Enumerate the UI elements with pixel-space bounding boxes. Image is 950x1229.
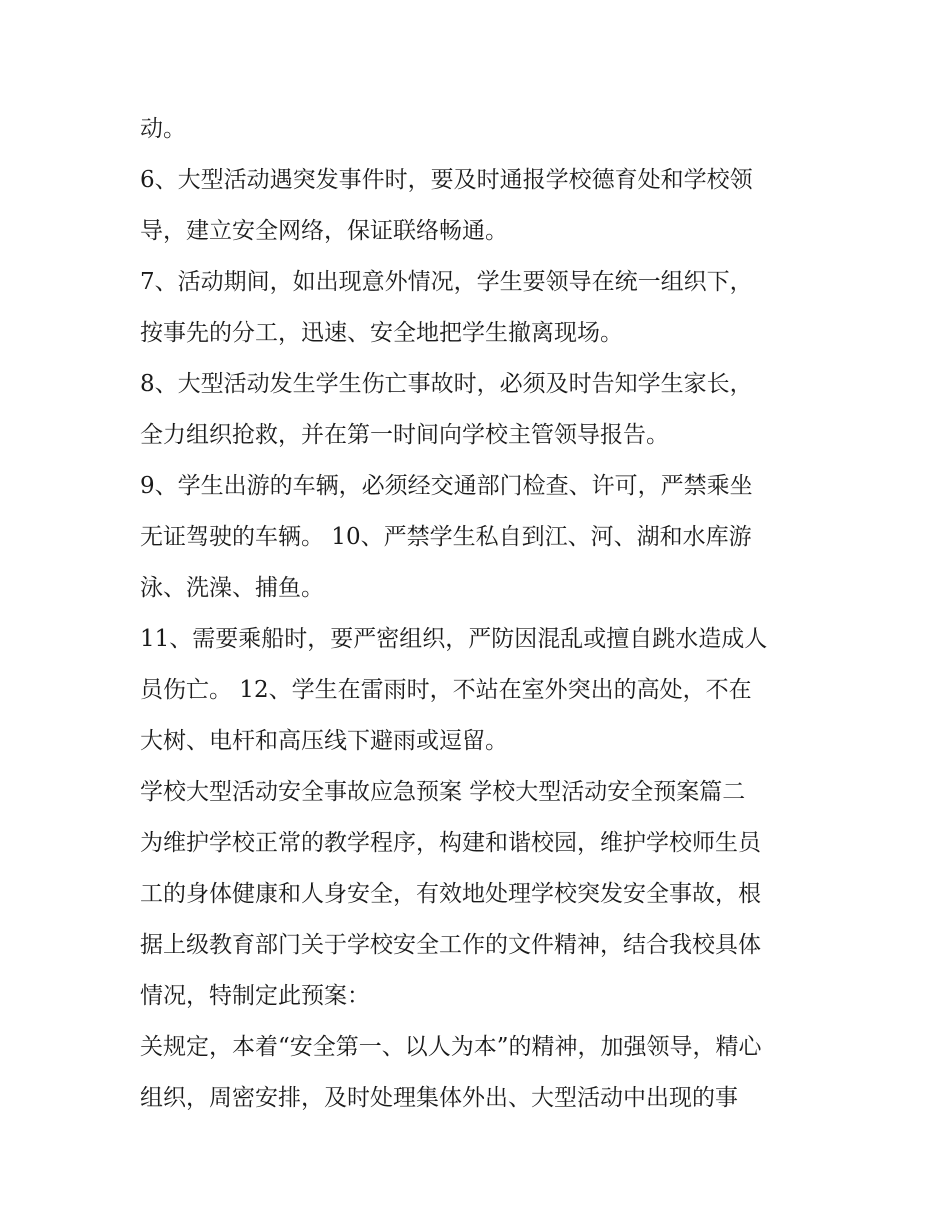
text-line: 为维护学校正常的教学程序，构建和谐校园，维护学校师生员 bbox=[140, 830, 761, 856]
text-line: 员伤亡。 12、学生在雷雨时，不站在室外突出的高处，不在 bbox=[140, 677, 752, 703]
text-line: 按事先的分工，迅速、安全地把学生撤离现场。 bbox=[140, 320, 623, 346]
text-line: 大树、电杆和高压线下避雨或逗留。 bbox=[140, 728, 508, 754]
text-line: 泳、洗澡、捕鱼。 bbox=[140, 575, 324, 601]
text-line: 组织，周密安排，及时处理集体外出、大型活动中出现的事 bbox=[140, 1085, 738, 1111]
text-line: 9、学生出游的车辆，必须经交通部门检查、许可，严禁乘坐 bbox=[140, 473, 753, 499]
text-line: 8、大型活动发生学生伤亡事故时，必须及时告知学生家长， bbox=[140, 371, 753, 397]
text-line: 情况，特制定此预案： bbox=[140, 983, 370, 1009]
text-line: 7、活动期间，如出现意外情况，学生要领导在统一组织下， bbox=[140, 269, 753, 295]
text-line: 导，建立安全网络，保证联络畅通。 bbox=[140, 218, 508, 244]
text-line: 据上级教育部门关于学校安全工作的文件精神，结合我校具体 bbox=[140, 932, 761, 958]
text-line: 关规定，本着“安全第一、以人为本”的精神，加强领导，精心 bbox=[140, 1034, 762, 1060]
text-line: 工的身体健康和人身安全，有效地处理学校突发安全事故，根 bbox=[140, 881, 761, 907]
document-body bbox=[140, 104, 820, 1124]
text-line: 动。 bbox=[140, 116, 186, 142]
section-heading: 学校大型活动安全事故应急预案 学校大型活动安全预案篇二 bbox=[140, 779, 746, 805]
text-line: 6、大型活动遇突发事件时，要及时通报学校德育处和学校领 bbox=[140, 167, 753, 193]
text-line: 无证驾驶的车辆。 10、严禁学生私自到江、河、湖和水库游 bbox=[140, 524, 752, 550]
text-line: 11、需要乘船时，要严密组织，严防因混乱或擅自跳水造成人 bbox=[140, 626, 768, 652]
text-line: 全力组织抢救，并在第一时间向学校主管领导报告。 bbox=[140, 422, 669, 448]
